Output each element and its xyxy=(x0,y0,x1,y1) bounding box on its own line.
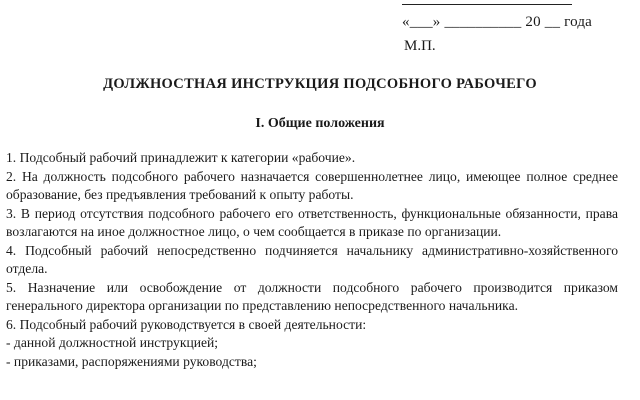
document-body xyxy=(6,149,618,371)
paragraph-6: 6. Подсобный рабочий руководствуется в своей деятельности: xyxy=(6,316,367,332)
paragraph-4: 4. Подсобный рабочий непосредственно подчиняется начальнику административно-хозяйственного отдела. xyxy=(6,242,618,276)
paragraph-2: 2. На должность подсобного рабочего назначается совершеннолетнее лицо, имеющее полное среднее образование, без предъявления требований к опыту работы. xyxy=(6,168,618,202)
stamp-label: М.П. xyxy=(404,38,436,54)
paragraph-1: 1. Подсобный рабочий принадлежит к категории «рабочие». xyxy=(6,150,356,165)
section-title: I. Общие положения xyxy=(255,116,385,131)
date-line: «___» __________ 20 __ года xyxy=(402,14,593,30)
list-item-instruction: - данной должностной инструкцией; xyxy=(6,335,219,350)
paragraph-3: 3. В период отсутствия подсобного рабочего его ответственность, функциональные обязанности, права возлагаются на иное должностное лицо, о чем сообщается в приказе по организации. xyxy=(6,205,618,239)
paragraph-5: 5. Назначение или освобождение от должности подсобного рабочего производится приказом генерального директора организации по представлению непосредственного начальника. xyxy=(6,279,618,313)
list-item-orders: - приказами, распоряжениями руководства; xyxy=(6,353,257,369)
signature-line xyxy=(402,4,572,5)
document-title: ДОЛЖНОСТНАЯ ИНСТРУКЦИЯ ПОДСОБНОГО РАБОЧЕГО xyxy=(103,76,537,92)
